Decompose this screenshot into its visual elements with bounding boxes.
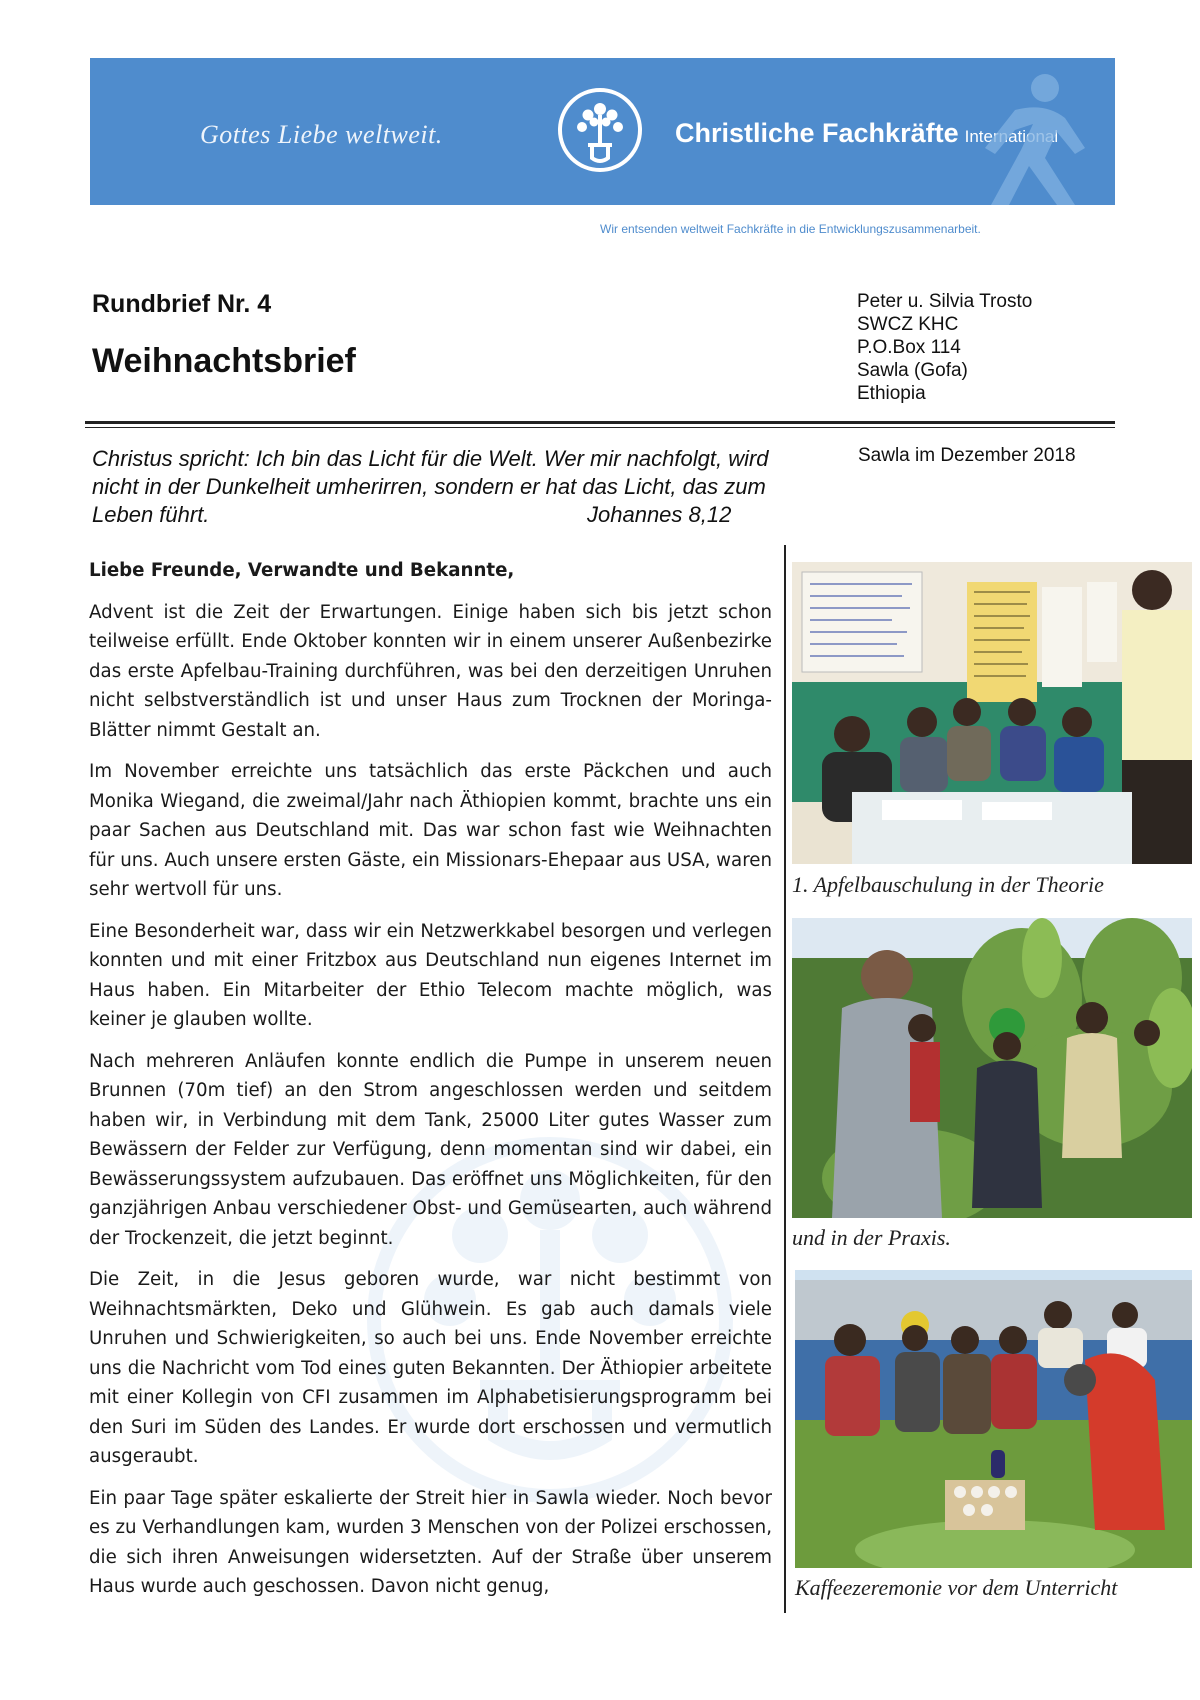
letter-paragraph: Advent ist die Zeit der Erwartungen. Einige haben sich bis jetzt schon teilweise erfüllt. Ende Oktober konnten wir in einem unserer Außenbezirke das erste Apfelbau-Training durchführen, was bei den derzeitigen Unruhen nicht selbstverständlich ist und unser Haus zum Trocknen der Moringa-Blätter nimmt Gestalt an. xyxy=(89,601,772,741)
letter-paragraph: Ein paar Tage später eskalierte der Streit hier in Sawla wieder. Noch bevor es zu Verhandlungen kam, wurden 3 Menschen von der Polizei erschossen, die sich ihren Anweisungen widersetzten. Auf der Straße über unserem Haus wurde auch geschossen. Davon nicht genug, xyxy=(89,1487,772,1597)
photo-caption: 1. Apfelbauschulung in der Theorie xyxy=(792,872,1104,897)
address-line: Sawla (Gofa) xyxy=(857,360,968,381)
salutation: Liebe Freunde, Verwandte und Bekannte, xyxy=(89,560,515,581)
banner-slogan: Gottes Liebe weltweit. xyxy=(200,120,443,149)
tree-logo-icon xyxy=(558,88,642,172)
sender-address xyxy=(857,290,1032,405)
photo-field-practice xyxy=(792,918,1192,1218)
photo-coffee-ceremony xyxy=(795,1270,1192,1568)
letter-body xyxy=(89,556,772,1614)
photo-caption: Kaffeezeremonie vor dem Unterricht xyxy=(795,1575,1118,1600)
letter-paragraph: Im November erreichte uns tatsächlich das erste Päckchen und auch Monika Wiegand, die zweimal/Jahr nach Äthiopien kommt, brachte uns ein paar Sachen aus Deutschland mit. Das war schon fast wie Weihnachten für uns. Auch unsere ersten Gäste, ein Missionars-Ehepaar aus USA, waren sehr wertvoll für uns. xyxy=(89,761,772,900)
photo-classroom-training xyxy=(792,562,1192,864)
header-divider-thin xyxy=(85,427,1115,428)
column-divider xyxy=(784,545,786,1613)
address-line: SWCZ KHC xyxy=(857,314,959,335)
verse-text: Christus spricht: Ich bin das Licht für die Welt. Wer mir nachfolgt, wird nicht in der Dunkelheit umherirren, sondern er hat das Licht, das zum Leben führt. xyxy=(92,446,769,527)
address-line: P.O.Box 114 xyxy=(857,337,961,358)
banner-tagline: Wir entsenden weltweit Fachkräfte in die Entwicklungszusammenarbeit. xyxy=(600,222,981,236)
letter-title: Weihnachtsbrief xyxy=(92,342,356,380)
address-line: Peter u. Silvia Trosto xyxy=(857,291,1033,312)
letter-number: Rundbrief Nr. 4 xyxy=(92,290,272,318)
photo-caption: und in der Praxis. xyxy=(792,1225,951,1250)
header-divider-thick xyxy=(85,421,1115,424)
organization-name-main: Christliche Fachkräfte xyxy=(675,118,959,148)
date-place: Sawla im Dezember 2018 xyxy=(858,445,1076,466)
organization-name-suffix: International xyxy=(964,127,1059,146)
verse-reference: Johannes 8,12 xyxy=(587,502,732,527)
address-line: Ethiopia xyxy=(857,383,926,404)
letter-paragraph: Die Zeit, in die Jesus geboren wurde, war nicht bestimmt von Weihnachtsmärkten, Deko und Glühwein. Es gab auch damals viele Unruhen und Schwierigkeiten, so auch bei uns. Ende November erreichte uns die Nachricht vom Tod eines guten Bekannten. Der Äthiopier arbeitete mit einer Kollegin von CFI zusammen im Alphabetisierungsprogramm bei den Suri im Süden des Landes. Er wurde dort erschossen und vermutlich ausgeraubt. xyxy=(89,1269,772,1467)
letter-paragraph: Eine Besonderheit war, dass wir ein Netzwerkkabel besorgen und verlegen konnten und mit einer Fritzbox aus Deutschland nun eigenes Internet im Haus haben. Ein Mitarbeiter der Ethio Telecom machte möglich, was keiner je glauben wollte. xyxy=(89,920,772,1030)
runner-figure-icon xyxy=(925,58,1115,205)
header-banner xyxy=(90,58,1115,205)
bible-verse xyxy=(92,445,792,529)
letter-paragraph: Nach mehreren Anläufen konnte endlich die Pumpe in unserem neuen Brunnen (70m tief) an den Strom angeschlossen werden und seitdem haben wir, in Verbindung mit dem Tank, 25000 Liter gutes Wasser zum Bewässern der Felder zur Verfügung, denn momentan sind wir dabei, ein Bewässerungssystem aufzubauen. Das eröffnet uns Möglichkeiten, für den ganzjährigen Anbau verschiedener Obst- und Gemüsearten, auch während der Trockenzeit, die jetzt beginnt. xyxy=(89,1050,772,1249)
